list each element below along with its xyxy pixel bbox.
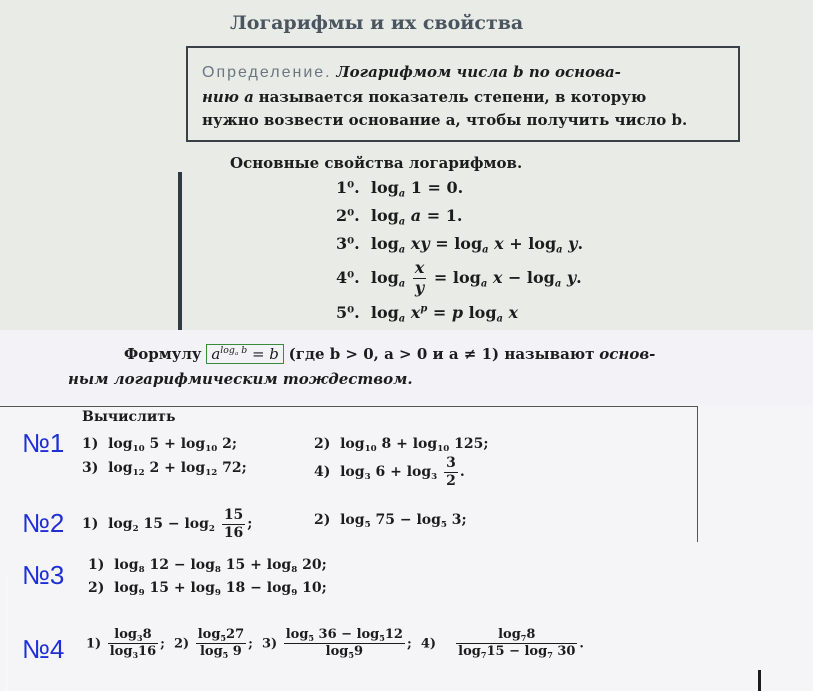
properties-sidebar-line (178, 172, 182, 332)
property-3: 3⁰. $\log_a$ xy = $\log_a x + \log_a y$. (336, 234, 584, 256)
definition-line-3: нужно возвести основание a, чтобы получить число b. (202, 111, 688, 129)
task-2-1: 1) $\log_2 15 - \log_2$ $\frac{15}{16}$ ; (82, 507, 253, 541)
identity-formula-box: $a^{log_a b} = b$ (206, 344, 284, 364)
properties-title: Основные свойства логарифмов. (230, 154, 523, 172)
property-1: 1⁰. $\log_a 1 = 0$. (336, 178, 464, 200)
identity-strip (0, 330, 813, 405)
definition-text-2a: нию a (202, 88, 254, 106)
task-1-1: 1) $\log_{10} 5 + \log_{10} 2$; (82, 436, 238, 455)
identity-prefix: Формулу (124, 345, 202, 363)
task-3-1: 1) $\log_8 12 - \log_8 15 + \log_8 20$; (88, 557, 327, 576)
definition-text-1: Логарифмом числа b по основа- (336, 63, 621, 81)
exercises-title: Вычислить (82, 409, 176, 425)
page-title: Логарифмы и их свойства (230, 12, 524, 34)
property-4: 4⁰. $\log_a$ $\frac{x}{y}$ = $\log_a x - \log_a y$. (336, 258, 582, 297)
edge-mark-right (758, 670, 761, 691)
identity-suffix: (где b > 0, a > 0 и a ≠ 1) называют (288, 345, 595, 363)
task-1-4: 4) $\log_3 6 + \log_3$ $\frac{3}{2}$ . (314, 455, 465, 489)
definition-line-1 (202, 63, 621, 82)
definition-line-2 (202, 88, 646, 106)
property-2: 2⁰. $\log_a a = 1$. (336, 206, 463, 228)
exercise-label-1: №1 (22, 428, 65, 458)
definition-word: Определение. (202, 64, 332, 81)
exercises-frame-right (697, 406, 698, 542)
identity-italic-1: основ- (599, 345, 656, 363)
identity-line-1 (124, 344, 655, 364)
task-4-row: 1) $\frac{\log_38}{\log_316}$ ; 2) $\frac{\log_527}{\log_5 9}$ ; 3) $\frac{\log_5 36 - \log_512}{\log_59}$ ; 4) $\frac{\log_78}{\log_715 - \log_7 30}$ . (86, 627, 584, 661)
exercises-frame-top (0, 406, 698, 407)
task-1-3: 3) $\log_{12} 2 + \log_{12} 72$; (82, 460, 247, 479)
property-5: 5⁰. $\log_a x^p = p$ $\log_a x$ (336, 303, 519, 325)
exercise-label-4: №4 (22, 634, 65, 664)
task-1-2: 2) $\log_{10} 8 + \log_{10} 125$; (314, 436, 489, 455)
definition-text-2b: называется показатель степени, в которую (258, 88, 647, 106)
task-3-2: 2) $\log_9 15 + \log_9 18 - \log_9 10$; (88, 580, 327, 599)
exercise-label-2: №2 (22, 508, 65, 538)
exercise-label-3: №3 (22, 560, 65, 590)
identity-line-2: ным логарифмическим тождеством. (68, 370, 413, 388)
fraction-x-over-y: $\frac{x}{y}$ (414, 258, 425, 297)
task-2-2: 2) $\log_5 75 - \log_5 3$; (314, 512, 467, 531)
edge-mark-left (6, 575, 8, 691)
